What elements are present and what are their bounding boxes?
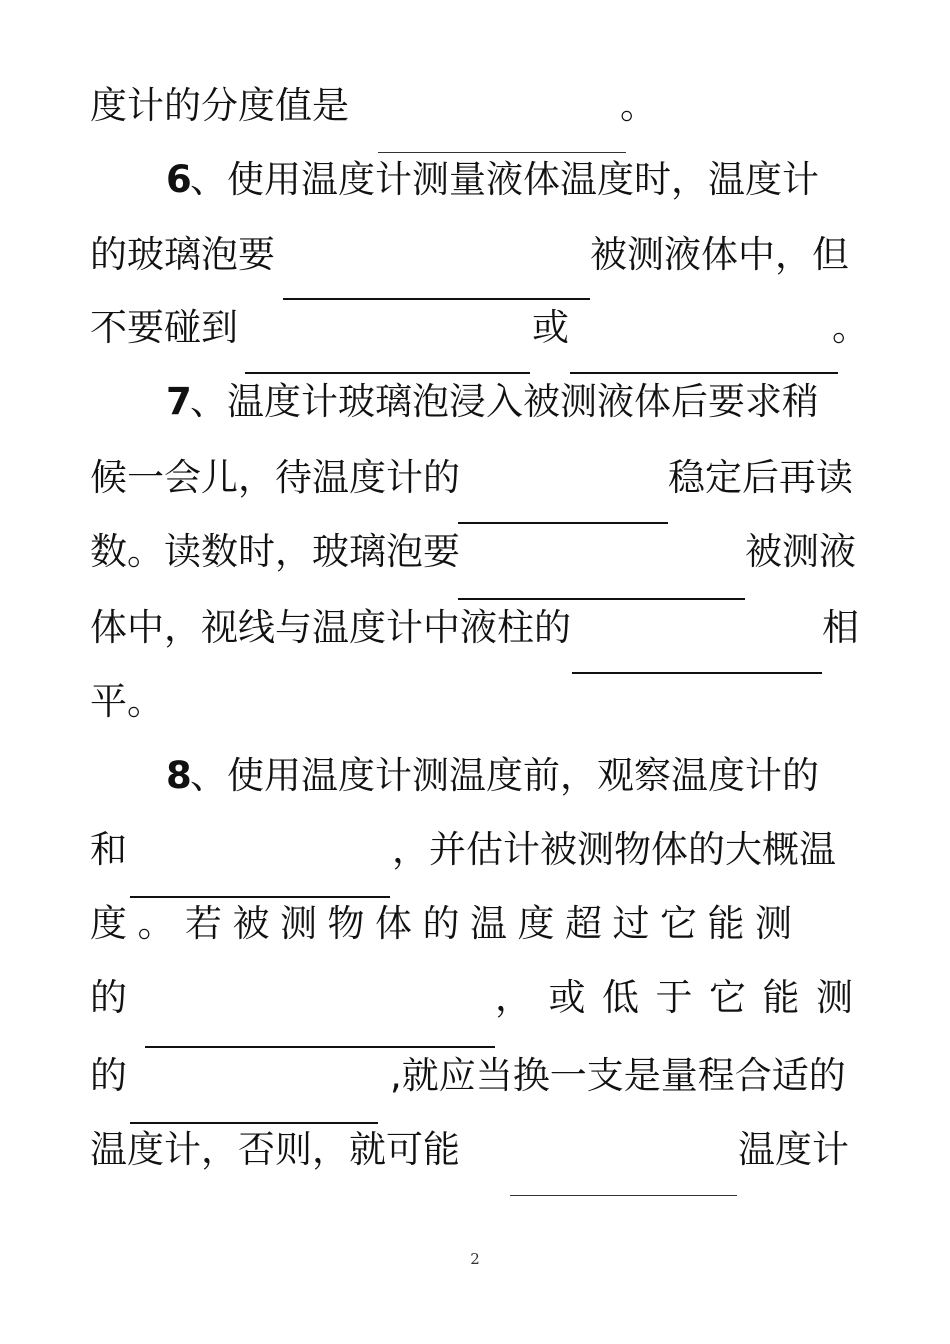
- question-number: 6: [166, 158, 192, 201]
- text-segment: ，并估计被测物体的大概温: [392, 828, 836, 871]
- text-line: [0, 298, 950, 358]
- text-segment: 、使用温度计测温度前，观察温度计的: [190, 754, 819, 797]
- text-segment: 度计的分度值是: [90, 84, 349, 127]
- question-number: 7: [166, 380, 192, 423]
- answer-blank[interactable]: [510, 1195, 737, 1196]
- text-segment: 。: [832, 306, 869, 349]
- text-segment: 被测液体中，但: [590, 233, 849, 276]
- text-segment: 的: [90, 1054, 127, 1097]
- text-segment: 的玻璃泡要: [90, 233, 275, 276]
- text-line: [0, 522, 950, 582]
- text-line: [0, 820, 950, 880]
- question-line: [0, 372, 950, 432]
- question-line: [0, 746, 950, 806]
- text-segment: 的: [90, 976, 127, 1019]
- text-segment: 不要碰到: [90, 306, 238, 349]
- text-segment: 温度计: [738, 1128, 849, 1171]
- text-segment: 。: [620, 84, 657, 127]
- text-segment: ,就应当换一支是量程合适的: [390, 1054, 846, 1097]
- text-segment: 、温度计玻璃泡浸入被测液体后要求稍: [190, 380, 819, 423]
- page-number: 2: [470, 1250, 480, 1268]
- text-segment: 温度计，否则，就可能: [90, 1128, 460, 1171]
- text-segment: 、使用温度计测量液体温度时，温度计: [190, 158, 819, 201]
- text-segment: 平。: [90, 680, 164, 723]
- text-line: [0, 672, 950, 732]
- text-line: [0, 76, 950, 136]
- text-segment: 相: [822, 606, 859, 649]
- text-line: [0, 225, 950, 285]
- question-number: 8: [166, 754, 192, 797]
- text-segment: 度。若被测物体的温度超过它能测: [90, 902, 803, 945]
- text-line: [0, 894, 950, 954]
- question-line: [0, 150, 950, 210]
- text-line: [0, 1120, 950, 1180]
- text-segment: 和: [90, 828, 127, 871]
- text-line: [0, 1046, 950, 1106]
- text-line: [0, 598, 950, 658]
- text-segment: 被测液: [745, 530, 856, 573]
- text-segment: 稳定后再读: [668, 456, 853, 499]
- text-segment: 数。读数时，玻璃泡要: [90, 530, 460, 573]
- text-segment: ，或低于它能测: [495, 976, 870, 1019]
- text-line: [0, 968, 950, 1028]
- text-segment: 候一会儿，待温度计的: [90, 456, 460, 499]
- text-segment: 体中，视线与温度计中液柱的: [90, 606, 571, 649]
- text-segment: 或: [532, 306, 569, 349]
- text-line: [0, 448, 950, 508]
